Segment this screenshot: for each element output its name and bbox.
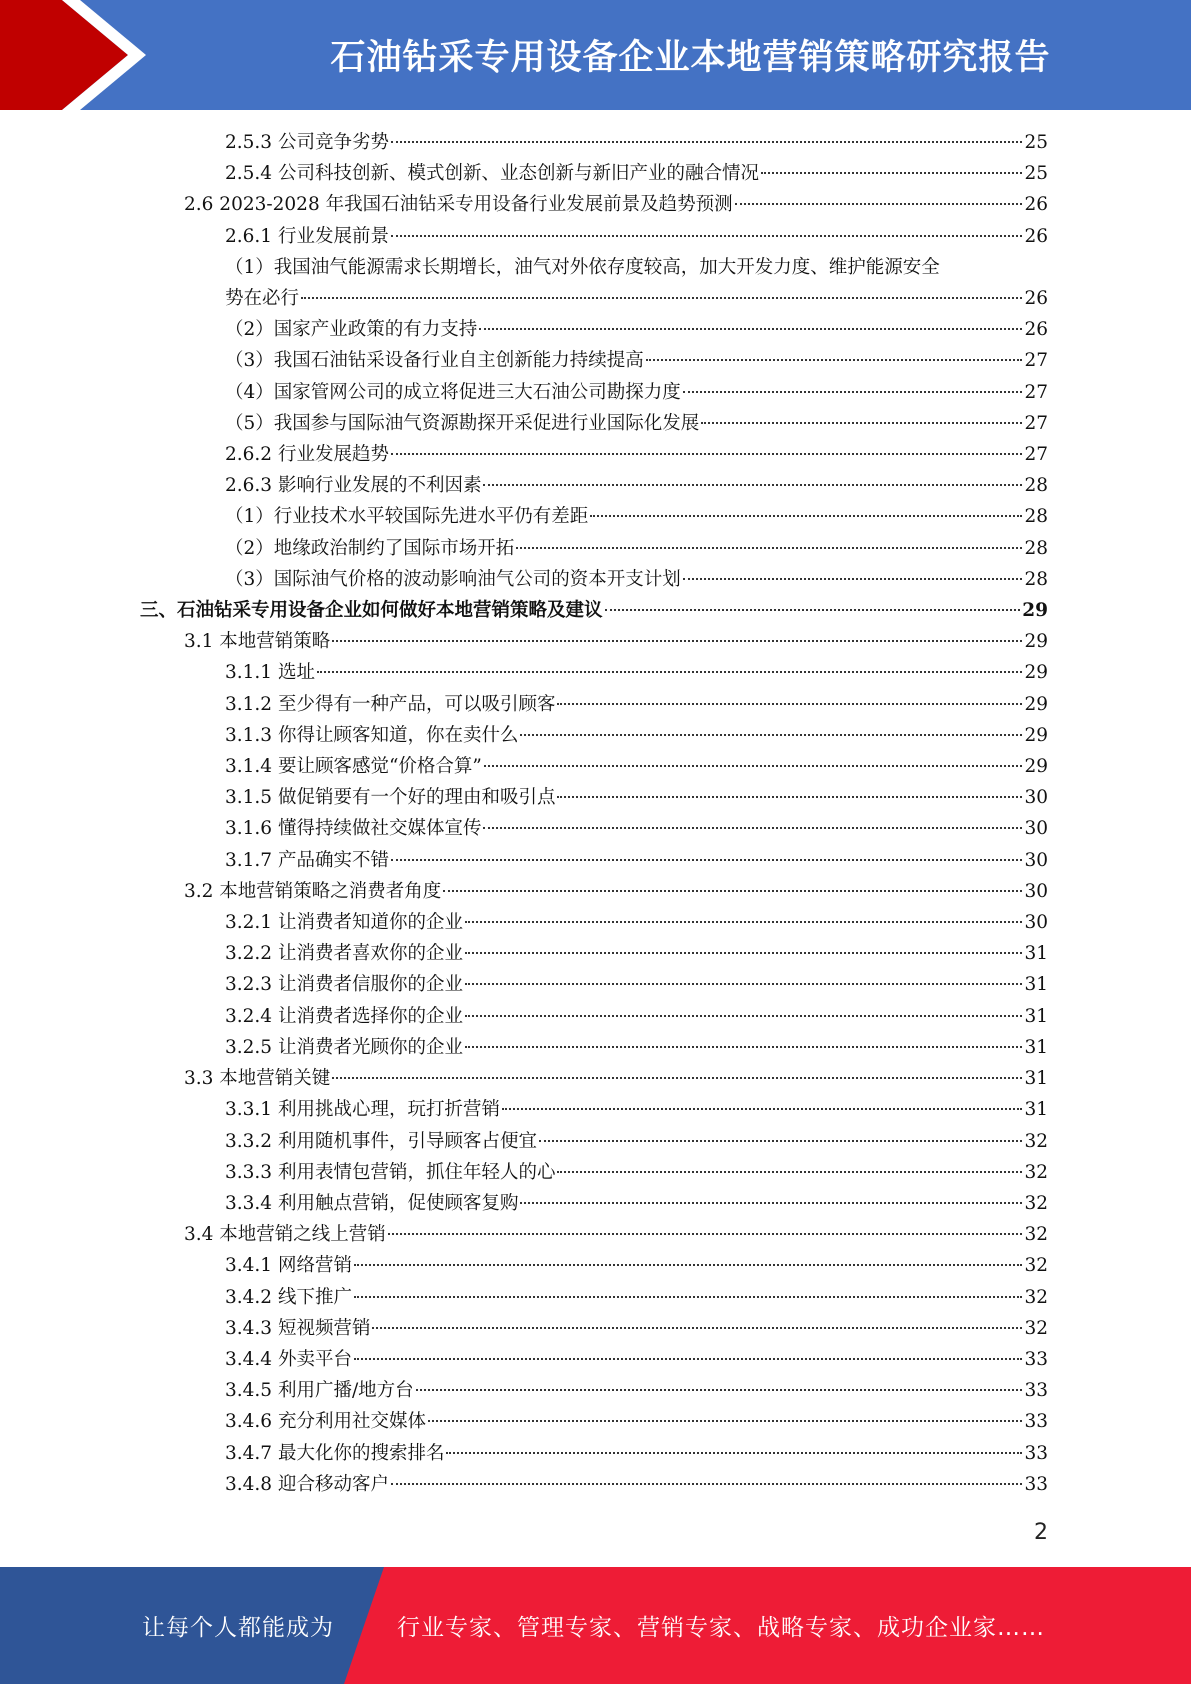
report-title: 石油钻采专用设备企业本地营销策略研究报告	[330, 38, 1051, 78]
toc-entry[interactable]	[140, 720, 1048, 751]
toc-entry[interactable]	[140, 1157, 1048, 1188]
toc-entry-title: 3.3 本地营销关键	[184, 1068, 331, 1090]
footer-slogan-roles: 行业专家、管理专家、营销专家、战略专家、成功企业家……	[397, 1615, 1045, 1641]
toc-entry-page: 33	[1024, 1348, 1048, 1370]
toc-entry-page: 29	[1022, 600, 1048, 622]
toc-entry[interactable]	[140, 907, 1048, 938]
toc-entry-title: 3.2.5 让消费者光顾你的企业	[225, 1036, 463, 1058]
toc-entry-page: 30	[1024, 787, 1048, 809]
toc-entry-title: 3.4.4 外卖平台	[225, 1348, 352, 1370]
dot-leader	[646, 359, 1023, 361]
toc-entry[interactable]	[140, 626, 1048, 657]
toc-entry-page: 27	[1024, 381, 1048, 403]
toc-entry-page: 31	[1024, 943, 1048, 965]
toc-entry-page: 26	[1024, 288, 1048, 310]
dot-leader	[332, 1077, 1022, 1079]
dot-leader	[465, 952, 1022, 954]
toc-entry[interactable]	[140, 1438, 1048, 1469]
toc-entry-page: 28	[1024, 506, 1048, 528]
toc-entry-title: 三、石油钻采专用设备企业如何做好本地营销策略及建议	[140, 600, 603, 622]
toc-entry[interactable]	[140, 408, 1048, 439]
dot-leader	[317, 671, 1023, 673]
toc-entry[interactable]	[140, 470, 1048, 501]
toc-entry-title: 3.1.7 产品确实不错	[225, 849, 389, 871]
toc-entry[interactable]	[140, 876, 1048, 907]
dot-leader	[391, 141, 1022, 143]
dot-leader	[465, 983, 1022, 985]
toc-entry[interactable]	[140, 1406, 1048, 1437]
dot-leader	[388, 1233, 1023, 1235]
toc-entry-page: 29	[1024, 693, 1048, 715]
dot-leader	[332, 640, 1022, 642]
toc-entry-title: 3.4.5 利用广播/地方台	[225, 1380, 414, 1402]
dot-leader	[416, 1389, 1023, 1391]
dot-leader	[539, 1140, 1022, 1142]
toc-entry-title: 3.4.7 最大化你的搜索排名	[225, 1442, 445, 1464]
toc-entry-page: 30	[1024, 849, 1048, 871]
toc-entry-title: 3.4.8 迎合移动客户	[225, 1473, 389, 1495]
dot-leader	[520, 734, 1022, 736]
dot-leader	[735, 203, 1023, 205]
toc-entry-page: 29	[1024, 724, 1048, 746]
toc-entry[interactable]	[140, 439, 1048, 470]
toc-entry[interactable]	[140, 1094, 1048, 1125]
table-of-contents	[140, 127, 1048, 1500]
toc-entry-title: 3.1.2 至少得有一种产品，可以吸引顾客	[225, 693, 556, 715]
toc-entry[interactable]	[140, 782, 1048, 813]
toc-entry-page: 33	[1024, 1411, 1048, 1433]
toc-entry[interactable]	[140, 657, 1048, 688]
toc-entry-title: 2.5.4 公司科技创新、模式创新、业态创新与新旧产业的融合情况	[225, 163, 759, 185]
toc-entry-title: 3.1.4 要让顾客感觉“价格合算”	[225, 756, 482, 778]
toc-entry-page: 26	[1024, 319, 1048, 341]
toc-entry[interactable]	[140, 189, 1048, 220]
dot-leader	[446, 1452, 1022, 1454]
toc-entry[interactable]	[140, 1188, 1048, 1219]
toc-entry-page: 32	[1024, 1192, 1048, 1214]
toc-entry-title: 3.2.2 让消费者喜欢你的企业	[225, 943, 463, 965]
dot-leader	[354, 1296, 1023, 1298]
dot-leader	[391, 235, 1022, 237]
dot-leader	[761, 172, 1022, 174]
toc-entry[interactable]	[140, 1032, 1048, 1063]
toc-entry-title: （5）我国参与国际油气资源勘探开采促进行业国际化发展	[225, 412, 700, 434]
toc-entry-page: 33	[1024, 1442, 1048, 1464]
toc-entry-page: 32	[1024, 1161, 1048, 1183]
toc-entry[interactable]	[140, 533, 1048, 564]
toc-entry[interactable]	[140, 1250, 1048, 1281]
toc-entry-page: 28	[1024, 475, 1048, 497]
toc-entry-page: 31	[1024, 974, 1048, 996]
header-arrow-decoration	[0, 0, 190, 110]
toc-entry-page: 30	[1024, 880, 1048, 902]
dot-leader	[391, 453, 1022, 455]
toc-entry-page: 32	[1024, 1286, 1048, 1308]
dot-leader	[443, 890, 1022, 892]
toc-entry-title: 3.4 本地营销之线上营销	[184, 1224, 386, 1246]
toc-entry[interactable]	[140, 127, 1048, 158]
toc-entry-page: 31	[1024, 1099, 1048, 1121]
toc-entry[interactable]	[140, 689, 1048, 720]
dot-leader	[605, 609, 1021, 611]
toc-entry-page: 27	[1024, 350, 1048, 372]
toc-entry-title: （3）国际油气价格的波动影响油气公司的资本开支计划	[225, 568, 681, 590]
dot-leader	[391, 1483, 1022, 1485]
toc-entry-title: 3.2.3 让消费者信服你的企业	[225, 974, 463, 996]
toc-entry[interactable]	[140, 1344, 1048, 1375]
toc-entry[interactable]	[140, 158, 1048, 189]
toc-entry-title: （4）国家管网公司的成立将促进三大石油公司勘探力度	[225, 381, 681, 403]
toc-entry-title: 3.3.4 利用触点营销，促使顾客复购	[225, 1192, 519, 1214]
toc-entry[interactable]	[140, 1063, 1048, 1094]
dot-leader	[354, 1358, 1023, 1360]
dot-leader	[391, 859, 1022, 861]
toc-entry[interactable]	[140, 345, 1048, 376]
toc-entry-title: 3.2.4 让消费者选择你的企业	[225, 1005, 463, 1027]
toc-entry[interactable]	[140, 938, 1048, 969]
toc-entry-title: 3.1.3 你得让顾客知道，你在卖什么	[225, 724, 519, 746]
dot-leader	[484, 765, 1023, 767]
toc-entry-page: 25	[1024, 132, 1048, 153]
dot-leader	[683, 578, 1023, 580]
toc-entry[interactable]	[140, 1375, 1048, 1406]
toc-entry-title: （2）国家产业政策的有力支持	[225, 319, 478, 341]
toc-entry-page: 32	[1024, 1130, 1048, 1152]
toc-entry-title: 3.1.1 选址	[225, 662, 315, 684]
toc-entry[interactable]	[140, 845, 1048, 876]
toc-entry-page: 32	[1024, 1255, 1048, 1277]
toc-entry-page: 26	[1024, 194, 1048, 216]
toc-entry[interactable]	[140, 751, 1048, 782]
toc-entry-page: 31	[1024, 1005, 1048, 1027]
dot-leader	[683, 391, 1023, 393]
toc-entry-title: 3.2 本地营销策略之消费者角度	[184, 880, 442, 902]
toc-entry-title: 3.2.1 让消费者知道你的企业	[225, 912, 463, 934]
toc-entry-page: 30	[1024, 818, 1048, 840]
toc-entry[interactable]	[140, 221, 1048, 252]
page-header	[0, 0, 1191, 110]
toc-entry[interactable]	[140, 813, 1048, 844]
toc-entry[interactable]	[140, 564, 1048, 595]
toc-entry-title: 2.6.2 行业发展趋势	[225, 444, 389, 466]
toc-entry-page: 32	[1024, 1317, 1048, 1339]
page-footer	[0, 1567, 1191, 1684]
page-number: 2	[1034, 1520, 1048, 1545]
toc-entry-title: 3.1.6 懂得持续做社交媒体宣传	[225, 818, 482, 840]
dot-leader	[483, 827, 1022, 829]
toc-entry-title: 2.5.3 公司竞争劣势	[225, 132, 389, 153]
toc-entry-page: 29	[1024, 662, 1048, 684]
toc-entry-page: 31	[1024, 1068, 1048, 1090]
toc-entry-title: 3.4.3 短视频营销	[225, 1317, 371, 1339]
dot-leader	[301, 297, 1022, 299]
dot-leader	[520, 1202, 1022, 1204]
toc-entry-page: 33	[1024, 1473, 1048, 1495]
toc-entry-title: （1）行业技术水平较国际先进水平仍有差距	[225, 506, 589, 528]
dot-leader	[557, 703, 1022, 705]
toc-entry-page: 32	[1024, 1224, 1048, 1246]
toc-entry-page: 30	[1024, 912, 1048, 934]
toc-entry-title: 3.3.2 利用随机事件，引导顾客占便宜	[225, 1130, 537, 1152]
toc-entry-page: 27	[1024, 444, 1048, 466]
toc-entry[interactable]	[140, 969, 1048, 1000]
toc-entry[interactable]	[140, 252, 1048, 314]
toc-entry-title: 2.6 2023-2028 年我国石油钻采专用设备行业发展前景及趋势预测	[184, 194, 733, 216]
dot-leader	[516, 547, 1022, 549]
toc-entry[interactable]	[140, 1282, 1048, 1313]
toc-entry-page: 28	[1024, 537, 1048, 559]
toc-entry[interactable]	[140, 1001, 1048, 1032]
toc-entry-page: 33	[1024, 1380, 1048, 1402]
toc-entry-title: 3.3.1 利用挑战心理，玩打折营销	[225, 1099, 500, 1121]
toc-entry[interactable]	[140, 377, 1048, 408]
toc-entry-page: 27	[1024, 412, 1048, 434]
toc-entry-title: 3.4.1 网络营销	[225, 1255, 352, 1277]
toc-entry-title: 3.1 本地营销策略	[184, 631, 331, 653]
toc-entry-page: 26	[1024, 225, 1048, 247]
toc-entry-title: 3.4.2 线下推广	[225, 1286, 352, 1308]
dot-leader	[557, 796, 1022, 798]
footer-slogan-lead: 让每个人都能成为	[142, 1615, 334, 1641]
toc-entry-title: 2.6.1 行业发展前景	[225, 225, 389, 247]
toc-entry[interactable]	[140, 314, 1048, 345]
toc-entry-title: 2.6.3 影响行业发展的不利因素	[225, 475, 482, 497]
dot-leader	[479, 328, 1022, 330]
toc-entry-page: 29	[1024, 756, 1048, 778]
toc-entry[interactable]	[140, 595, 1048, 626]
toc-entry-page: 31	[1024, 1036, 1048, 1058]
toc-entry-title: （2）地缘政治制约了国际市场开拓	[225, 537, 515, 559]
dot-leader	[483, 484, 1022, 486]
toc-entry[interactable]	[140, 501, 1048, 532]
dot-leader	[590, 515, 1022, 517]
toc-entry-page: 29	[1024, 631, 1048, 653]
dot-leader	[428, 1420, 1022, 1422]
toc-entry[interactable]	[140, 1313, 1048, 1344]
toc-entry-title: 势在必行	[225, 288, 300, 310]
toc-entry-title: （3）我国石油钻采设备行业自主创新能力持续提高	[225, 350, 644, 372]
dot-leader	[465, 921, 1022, 923]
toc-entry-page: 25	[1024, 163, 1048, 185]
dot-leader	[502, 1108, 1022, 1110]
toc-entry-page: 28	[1024, 568, 1048, 590]
dot-leader	[354, 1264, 1023, 1266]
dot-leader	[701, 422, 1022, 424]
dot-leader	[465, 1015, 1022, 1017]
dot-leader	[372, 1327, 1022, 1329]
toc-entry[interactable]	[140, 1219, 1048, 1250]
toc-entry-title: 3.1.5 做促销要有一个好的理由和吸引点	[225, 787, 556, 809]
toc-entry[interactable]	[140, 1126, 1048, 1157]
toc-entry-title: 3.4.6 充分利用社交媒体	[225, 1411, 426, 1433]
toc-entry-title-line: （1）我国油气能源需求长期增长，油气对外依存度较高，加大开发力度、维护能源安全	[225, 256, 940, 278]
dot-leader	[465, 1046, 1022, 1048]
toc-entry[interactable]	[140, 1469, 1048, 1500]
dot-leader	[557, 1171, 1022, 1173]
toc-entry-title: 3.3.3 利用表情包营销，抓住年轻人的心	[225, 1161, 556, 1183]
